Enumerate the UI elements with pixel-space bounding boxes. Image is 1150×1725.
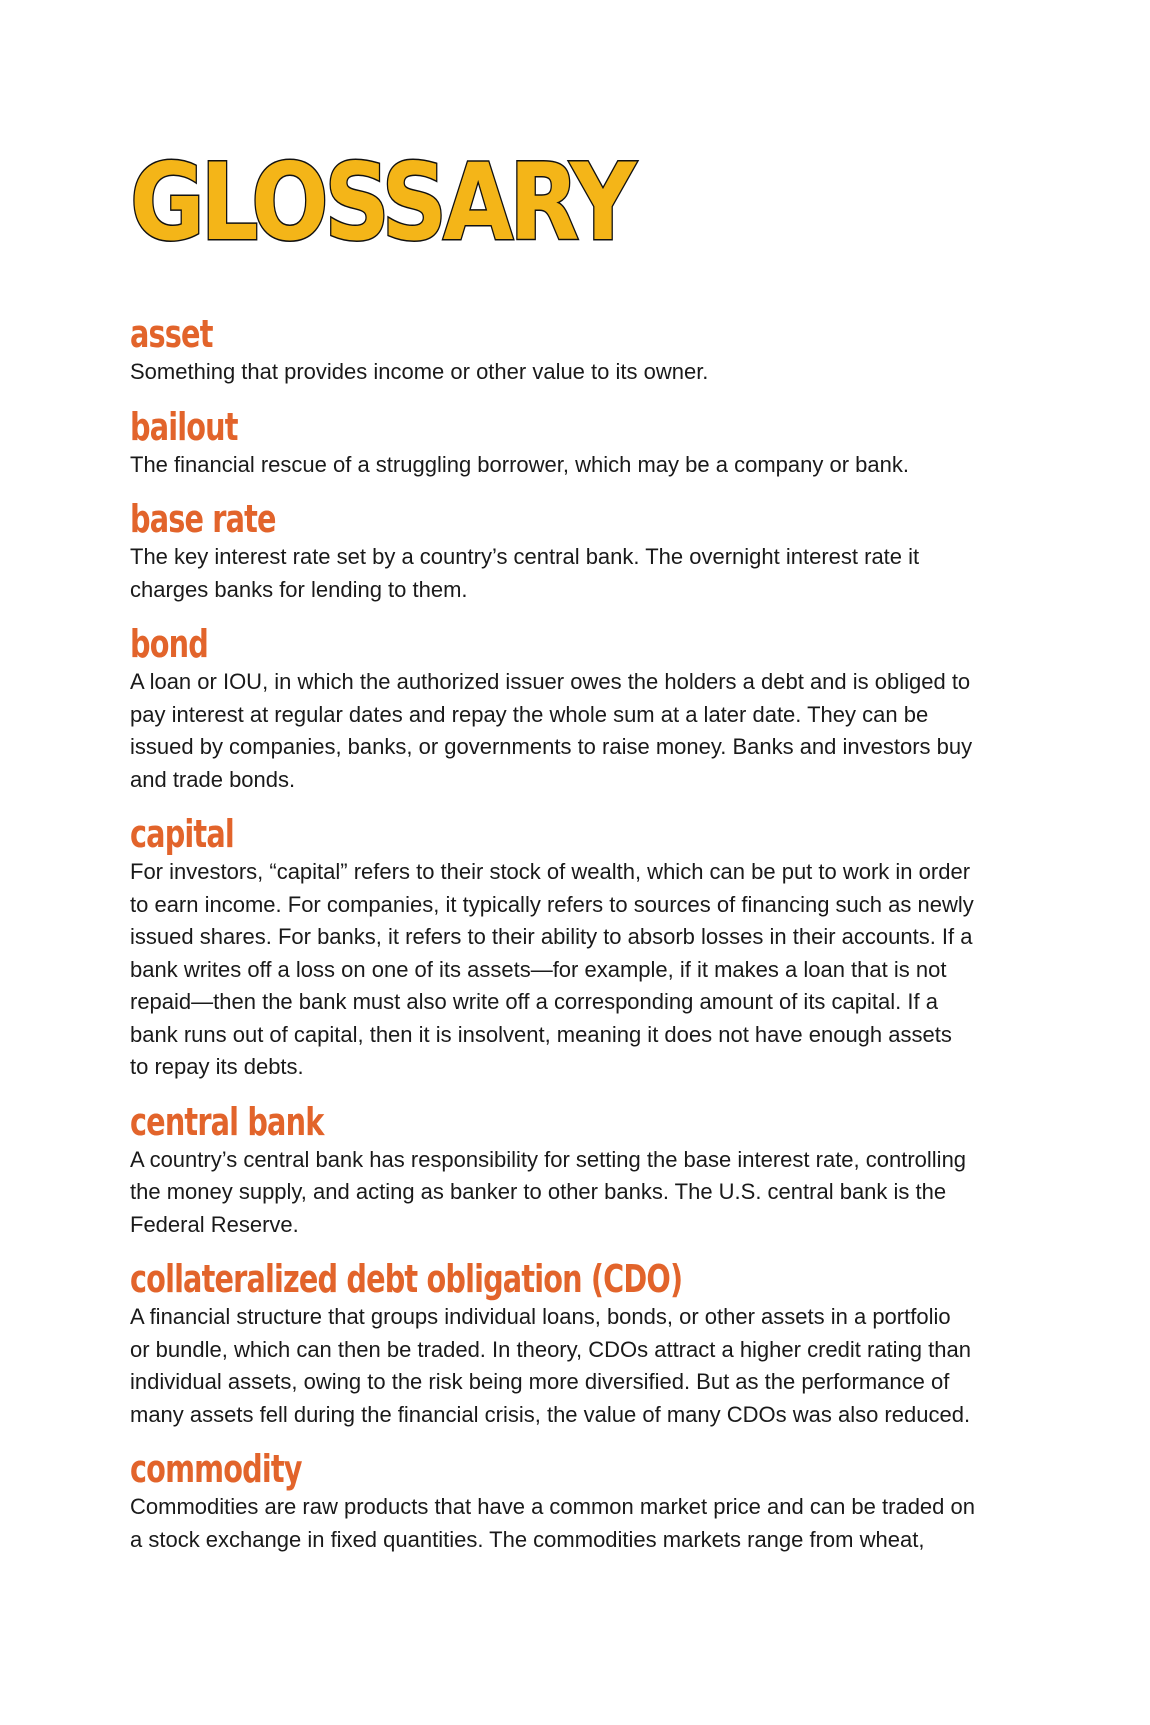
glossary-entry-central-bank [130,1099,975,1242]
entry-definition: The financial rescue of a struggling borrower, which may be a company or bank. [130,451,909,477]
entry-definition: The key interest rate set by a country’s central bank. The overnight interest rate it charges banks for lending to them. [130,544,920,602]
entry-term: base rate [130,497,276,541]
glossary-entry-commodity [130,1449,975,1556]
entry-term: collateralized debt obligation (CDO) [130,1257,683,1301]
glossary-entry-bond [130,624,975,796]
entry-term: capital [130,812,234,856]
entry-term: bond [130,622,208,666]
entry-term: central bank [130,1099,324,1144]
page-title: GLOSSARY [130,141,632,264]
entry-term: asset [130,312,213,356]
glossary-page [130,141,975,1574]
entry-definition: For investors, “capital” refers to their stock of wealth, which can be put to work in order to earn income. For companies, it typically refers to sources of financing such as newly issued shares. For banks, it refers to their ability to absorb losses in their accounts. If a bank writes off a loss on one of its assets—for example, if it makes a loan that is not repaid—then the bank must also write off a corresponding amount of its capital. If a bank runs out of capital, then it is insolvent, meaning it does not have enough assets to repay its debts. [130,859,974,1079]
glossary-entry-cdo [130,1259,975,1431]
entry-definition: A country’s central bank has responsibility for setting the base interest rate, controlling the money supply, and acting as banker to other banks. The U.S. central bank is the Federal Reserve. [130,1146,967,1237]
glossary-entry-bailout [130,404,975,482]
glossary-entry-capital [130,814,975,1084]
entry-definition: A financial structure that groups individual loans, bonds, or other assets in a portfolio or bundle, which can then be traded. In theory, CDOs attract a higher credit rating than individual assets, owing to the risk being more diversified. But as the performance of many assets fell during the financial crisis, the value of many CDOs was also reduced. [130,1304,971,1427]
glossary-entry-asset [130,314,975,389]
glossary-entry-base-rate [130,499,975,606]
entry-term: bailout [130,404,238,449]
entry-definition: A loan or IOU, in which the authorized issuer owes the holders a debt and is obliged to pay interest at regular dates and repay the whole sum at a later date. They can be issued by companies, banks, or governments to raise money. Banks and investors buy and trade bonds. [130,669,973,792]
entry-term: commodity [130,1447,302,1491]
entry-definition: Something that provides income or other value to its owner. [130,359,709,384]
entry-definition: Commodities are raw products that have a common market price and can be traded on a stock exchange in fixed quantities. The commodities markets range from wheat, [130,1494,975,1552]
